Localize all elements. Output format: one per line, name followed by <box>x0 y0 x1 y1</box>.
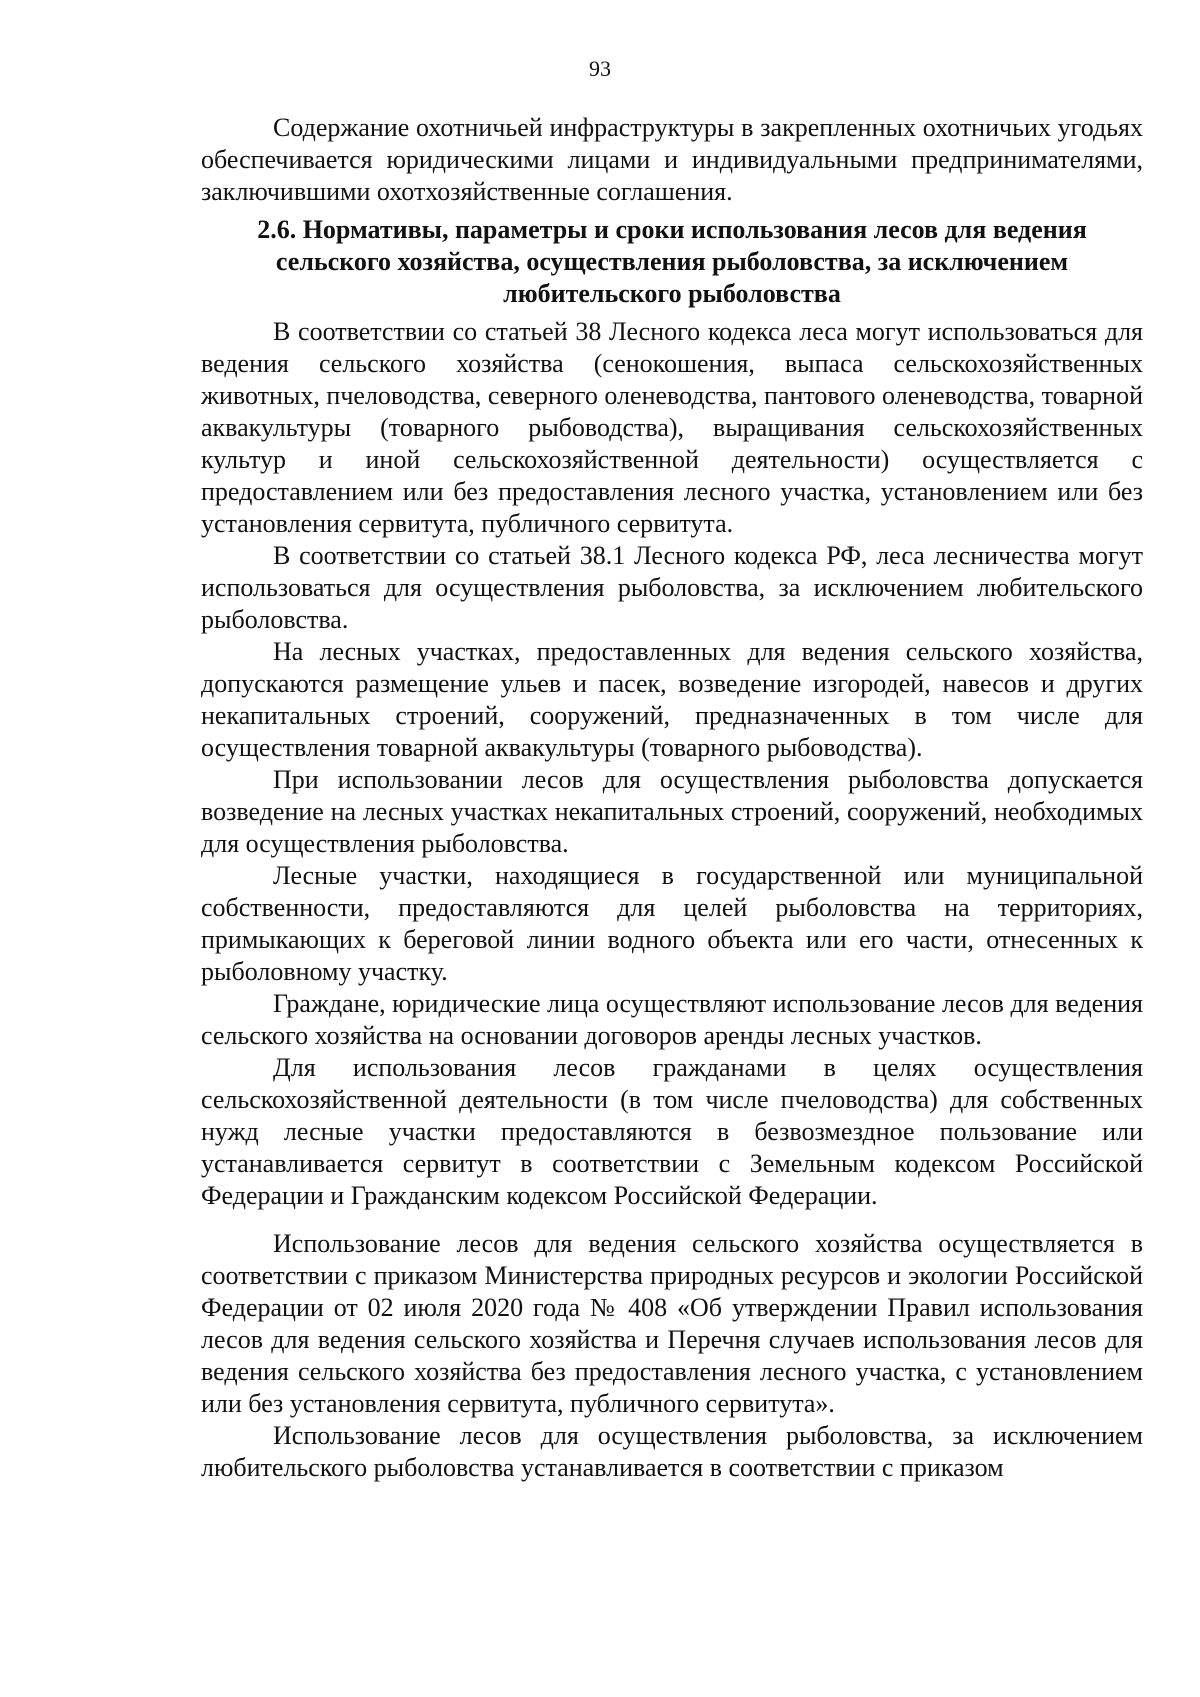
paragraph: На лесных участках, предоставленных для ведения сельского хозяйства, допускаются размещение ульев и пасек, возведение изгородей, навесов и других некапитальных строений, сооружений, предназначенных в том числе для осуществления товарной аквакультуры (товарного рыбоводства). <box>201 637 1143 762</box>
page-number: 93 <box>589 56 611 81</box>
section-heading-line: 2.6. Нормативы, параметры и сроки использования лесов для ведения <box>257 215 1087 244</box>
document-body <box>201 112 1143 1484</box>
section-heading-line: сельского хозяйства, осуществления рыболовства, за исключением <box>275 247 1069 276</box>
paragraph: Граждане, юридические лица осуществляют использование лесов для ведения сельского хозяйства на основании договоров аренды лесных участков. <box>201 989 1143 1050</box>
paragraph: В соответствии со статьей 38 Лесного кодекса леса могут использоваться для ведения сельского хозяйства (сенокошения, выпаса сельскохозяйственных животных, пчеловодства, северного оленеводства, пантового оленеводства, товарной аквакультуры (товарного рыбоводства), выращивания сельскохозяйственных культур и иной сельскохозяйственной деятельности) осуществляется с предоставлением или без предоставления лесного участка, установлением или без установления сервитута, публичного сервитута. <box>201 317 1143 538</box>
paragraph: Использование лесов для ведения сельского хозяйства осуществляется в соответствии с приказом Министерства природных ресурсов и экологии Российской Федерации от 02 июля 2020 года № 408 «Об утверждении Правил использования лесов для ведения сельского хозяйства и Перечня случаев использования лесов для ведения сельского хозяйства без предоставления лесного участка, с установлением или без установления сервитута, публичного сервитута». <box>201 1229 1143 1418</box>
paragraph: Содержание охотничьей инфраструктуры в закрепленных охотничьих угодьях обеспечивается юридическими лицами и индивидуальными предпринимателями, заключившими охотхозяйственные соглашения. <box>201 113 1143 206</box>
paragraph: Использование лесов для осуществления рыболовства, за исключением любительского рыболовства устанавливается в соответствии с приказом <box>201 1421 1143 1482</box>
paragraph: Для использования лесов гражданами в целях осуществления сельскохозяйственной деятельности (в том числе пчеловодства) для собственных нужд лесные участки предоставляются в безвозмездное пользование или устанавливается сервитут в соответствии с Земельным кодексом Российской Федерации и Гражданским кодексом Российской Федерации. <box>201 1053 1143 1210</box>
paragraph: В соответствии со статьей 38.1 Лесного кодекса РФ, леса лесничества могут использоваться для осуществления рыболовства, за исключением любительского рыболовства. <box>201 541 1143 634</box>
section-heading-line: любительского рыболовства <box>503 279 841 308</box>
paragraph-spacer <box>201 1212 1143 1228</box>
paragraph: Лесные участки, находящиеся в государственной или муниципальной собственности, предоставляются для целей рыболовства на территориях, примыкающих к береговой линии водного объекта или его части, отнесенных к рыболовному участку. <box>201 861 1143 986</box>
section-heading <box>201 214 1143 310</box>
paragraph: При использовании лесов для осуществления рыболовства допускается возведение на лесных участках некапитальных строений, сооружений, необходимых для осуществления рыболовства. <box>201 765 1143 858</box>
